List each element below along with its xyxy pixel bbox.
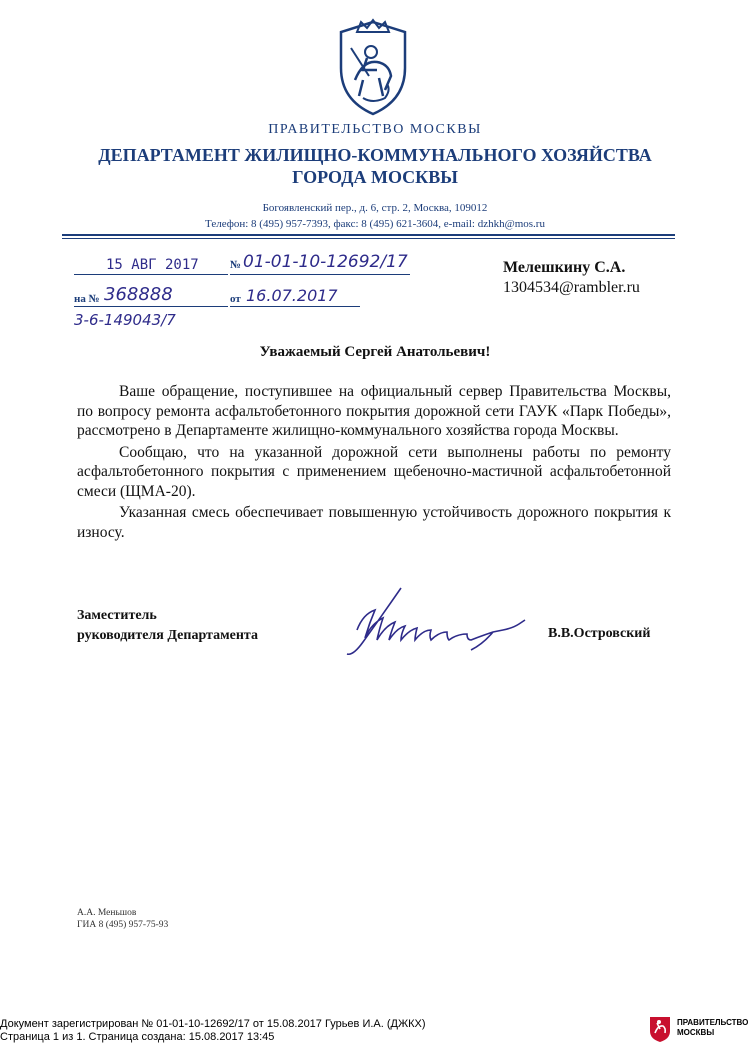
from-field: [230, 288, 360, 307]
header-divider: [62, 234, 675, 236]
signer-title-line2: руководителя Департамента: [77, 628, 258, 643]
moscow-gov-logo-icon: [648, 1015, 672, 1043]
recipient-block: [503, 258, 640, 298]
footer-logo-line1: ПРАВИТЕЛЬСТВО: [677, 1018, 749, 1027]
signer-title: [77, 606, 258, 646]
signer-title-line1: Заместитель: [77, 608, 157, 623]
signer-name: В.В.Островский: [548, 626, 651, 641]
footer-line2: Страница 1 из 1. Страница создана: 15.08.2017 13:45: [0, 1031, 275, 1043]
date-stamp: 15 АВГ 2017: [106, 257, 199, 273]
letter-body: [77, 382, 671, 544]
contacts-line: Телефон: 8 (495) 957-7393, факс: 8 (495) 621-3604, e-mail: dzhkh@mos.ru: [205, 218, 545, 230]
from-date: 16.07.2017: [246, 286, 338, 305]
handwritten-signature-icon: [343, 584, 543, 664]
moscow-coat-of-arms-icon: [333, 18, 413, 118]
department-name-line2: ГОРОДА МОСКВЫ: [292, 167, 458, 187]
paragraph: Сообщаю, что на указанной дорожной сети выполнены работы по ремонту асфальтобетонного покрытия с применением щебеночно-мастичной асфальтобетонной смеси (ЩМА-20).: [77, 443, 671, 500]
from-label: от: [230, 293, 241, 305]
reply-field: [74, 286, 228, 307]
paragraph: Ваше обращение, поступившее на официальный сервер Правительства Москвы, по вопросу ремонта асфальтобетонного покрытия дорожной сети ГАУК «Парк Победы», рассмотрено в Департаменте жилищно-коммунального хозяйства города Москвы.: [77, 383, 671, 439]
address-line: Богоявленский пер., д. 6, стр. 2, Москва, 109012: [262, 202, 488, 214]
government-name: ПРАВИТЕЛЬСТВО МОСКВЫ: [268, 122, 482, 137]
footer-line1: Документ зарегистрирован № 01-01-10-12692/17 от 15.08.2017 Гурьев И.А. (ДЖКХ): [0, 1018, 426, 1030]
footer-logo-line2: МОСКВЫ: [677, 1028, 715, 1037]
reply-number: 368888: [104, 284, 173, 305]
recipient-name: Мелешкину С.А.: [503, 259, 626, 276]
department-address: [0, 200, 750, 232]
paragraph: Указанная смесь обеспечивает повышенную устойчивость дорожного покрытия к износу.: [77, 504, 671, 541]
recipient-email: 1304534@rambler.ru: [503, 279, 640, 296]
reply-label: на №: [74, 293, 100, 305]
salutation: Уважаемый Сергей Анатольевич!: [259, 344, 491, 360]
reply-extra-number: 3-6-149043/7: [74, 311, 176, 329]
number-label: №: [230, 259, 242, 271]
registration-footer: [0, 1018, 600, 1044]
executor-phone: ГИА 8 (495) 957-75-93: [77, 920, 169, 930]
footer-logo-text: [677, 1018, 748, 1038]
number-field: [230, 254, 410, 275]
header-divider-thin: [62, 238, 675, 239]
department-name: [0, 144, 750, 188]
letter-number: 01-01-10-12692/17: [243, 252, 408, 272]
department-name-line1: ДЕПАРТАМЕНТ ЖИЛИЩНО-КОММУНАЛЬНОГО ХОЗЯЙСТВА: [98, 145, 652, 165]
executor-name: А.А. Меньшов: [77, 908, 137, 918]
date-field: [74, 256, 228, 275]
executor-info: [77, 907, 168, 931]
